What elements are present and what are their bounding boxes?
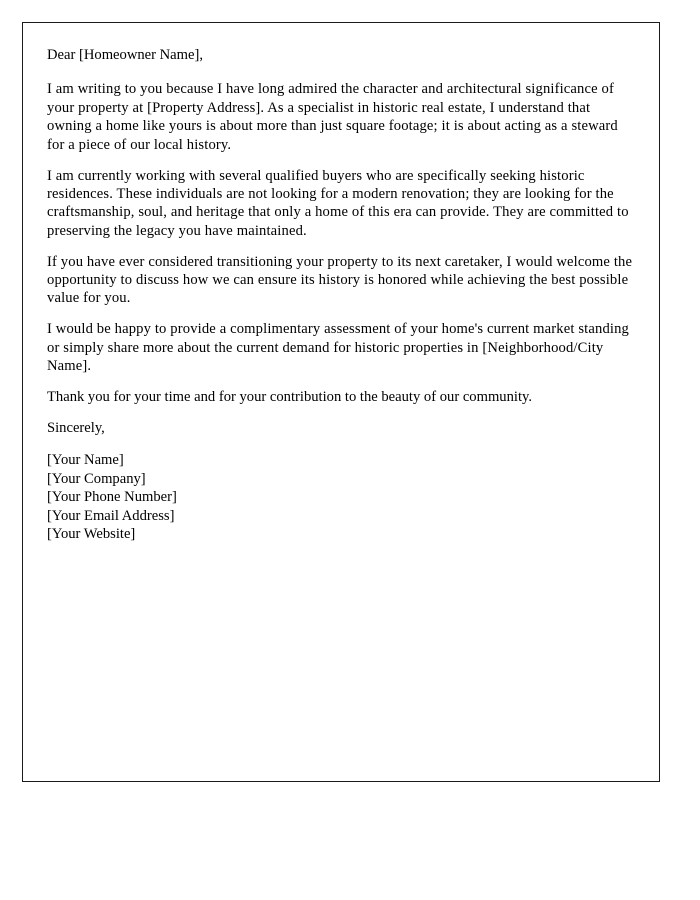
signature-line-name: [Your Name] — [47, 452, 124, 469]
letter-paragraph-3: If you have ever considered transitioning your property to its next caretaker, I would welcome the opportunity to discuss how we can ensure its history is honored while achieving the best possible value for you. — [47, 253, 633, 307]
signature-line-phone: [Your Phone Number] — [47, 489, 177, 506]
letter-paragraph-4: I would be happy to provide a complimentary assessment of your home's current market standing or simply share more about the current demand for historic properties in [Neighborhood/City Name]. — [47, 321, 629, 375]
letter-paragraph-2: I am currently working with several qualified buyers who are specifically seeking historic residences. These individuals are not looking for a modern renovation; they are looking for the craftsmanship, soul, and heritage that only a home of this era can provide. They are committed to preserving the legacy you have maintained. — [47, 167, 629, 239]
letter-paragraph-1: I am writing to you because I have long admired the character and architectural significance of your property at [Property Address]. As a specialist in historic real estate, I understand that owning a home like yours is about more than just square footage; it is about acting as a steward for a piece of our local history. — [47, 81, 618, 153]
signature-block — [47, 451, 637, 543]
letter-body — [47, 46, 637, 543]
letter-signoff: Sincerely, — [47, 420, 105, 436]
signature-line-email: [Your Email Address] — [47, 507, 175, 524]
letter-page-frame — [22, 22, 660, 782]
letter-salutation: Dear [Homeowner Name], — [47, 47, 203, 63]
signature-line-company: [Your Company] — [47, 470, 146, 487]
signature-line-website: [Your Website] — [47, 526, 136, 543]
letter-closing-line: Thank you for your time and for your contribution to the beauty of our community. — [47, 389, 532, 406]
